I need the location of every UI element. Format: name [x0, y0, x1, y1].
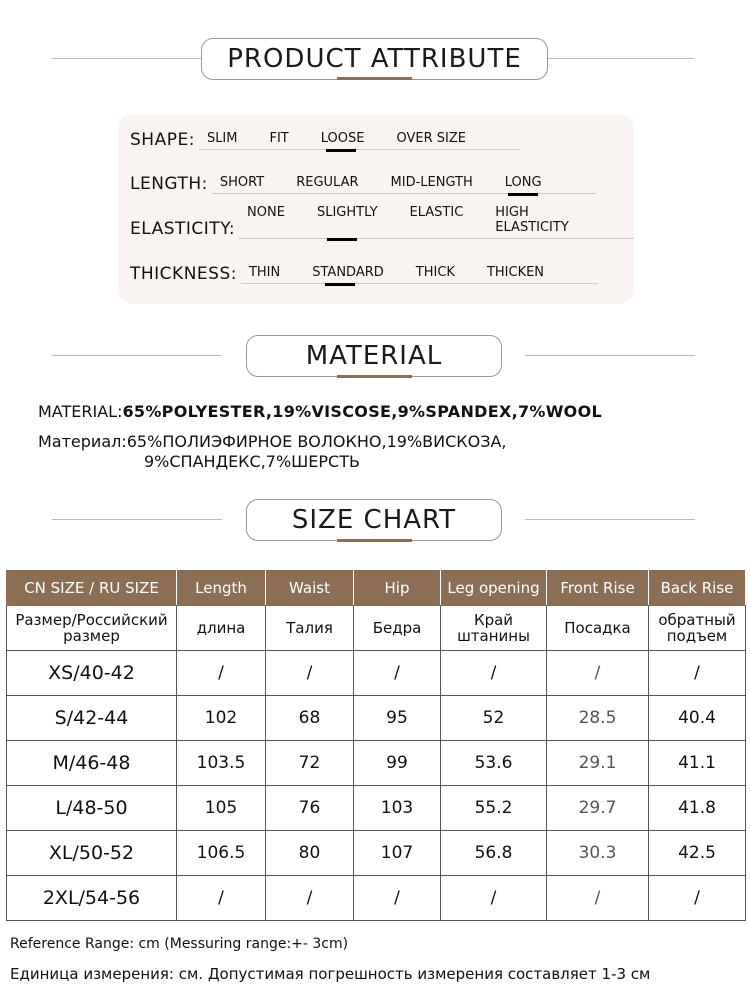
table-cell: / [441, 651, 547, 696]
ru-column-header: Талия [266, 606, 354, 651]
table-cell: 105 [177, 786, 266, 831]
column-header: Leg opening [441, 571, 547, 606]
footer-en: Reference Range: cm (Messuring range:+- 3cm) [10, 936, 349, 952]
material-value-ru-2: 9%СПАНДЕКС,7%ШЕРСТЬ [144, 452, 360, 471]
table-cell: 56.8 [441, 831, 547, 876]
table-cell: M/46-48 [7, 741, 177, 786]
table-cell: 41.1 [649, 741, 746, 786]
divider [52, 355, 222, 356]
table-cell: 106.5 [177, 831, 266, 876]
table-cell: / [547, 651, 649, 696]
table-cell: 28.5 [547, 696, 649, 741]
table-cell: 55.2 [441, 786, 547, 831]
divider [52, 519, 222, 520]
attribute-label: LENGTH: [130, 174, 208, 194]
table-cell: L/48-50 [7, 786, 177, 831]
table-cell: / [177, 876, 266, 921]
table-cell: / [354, 651, 441, 696]
attribute-option: REGULAR [296, 175, 359, 190]
table-cell: 29.1 [547, 741, 649, 786]
attribute-options [239, 205, 634, 239]
table-cell: 68 [266, 696, 354, 741]
ru-column-header: длина [177, 606, 266, 651]
attribute-row [130, 120, 520, 150]
footer-ru: Единица измерения: см. Допустимая погрешность измерения составляет 1-3 см [10, 965, 651, 983]
divider [548, 58, 694, 59]
attribute-option: SHORT [219, 175, 265, 190]
attribute-row [130, 254, 598, 284]
attribute-option: SLIM [206, 131, 238, 146]
ru-column-header: Посадка [547, 606, 649, 651]
table-cell: 42.5 [649, 831, 746, 876]
table-cell: 40.4 [649, 696, 746, 741]
attribute-option: THIN [248, 265, 281, 280]
attribute-label: SHAPE: [130, 130, 195, 150]
table-cell: 107 [354, 831, 441, 876]
attribute-option: THICK [415, 265, 455, 280]
attribute-option: FIT [269, 131, 289, 146]
attribute-row [130, 205, 634, 239]
attribute-option: ELASTIC [409, 205, 464, 220]
table-row [7, 741, 746, 786]
table-cell: S/42-44 [7, 696, 177, 741]
attribute-option: STANDARD [304, 265, 384, 280]
column-header: CN SIZE / RU SIZE [7, 571, 177, 606]
attribute-options [241, 265, 598, 284]
ru-column-header: обратный подъем [649, 606, 746, 651]
material-value: 65%POLYESTER,19%VISCOSE,9%SPANDEX,7%WOOL [122, 402, 602, 421]
material-en [38, 402, 602, 422]
table-row [7, 831, 746, 876]
material-label: MATERIAL: [38, 402, 123, 421]
table-cell: 41.8 [649, 786, 746, 831]
table-cell: / [266, 651, 354, 696]
attribute-option: MID-LENGTH [390, 175, 473, 190]
divider [525, 355, 695, 356]
attribute-option: SLIGHTLY [309, 205, 378, 235]
table-cell: / [547, 876, 649, 921]
attribute-option: OVER SIZE [396, 131, 466, 146]
title-accent [337, 77, 412, 80]
column-header: Waist [266, 571, 354, 606]
section-title-attribute: PRODUCT ATTRIBUTE [201, 38, 548, 80]
ru-column-header: Размер/Российский размер [7, 606, 177, 651]
section-title-size-chart: SIZE CHART [246, 499, 502, 541]
table-cell: 95 [354, 696, 441, 741]
divider [525, 519, 695, 520]
attribute-label: ELASTICITY: [130, 219, 236, 239]
column-header: Length [177, 571, 266, 606]
attribute-label: THICKNESS: [130, 264, 237, 284]
attribute-option: LONG [497, 175, 542, 190]
column-header: Front Rise [547, 571, 649, 606]
attribute-options [199, 131, 520, 150]
attribute-option: LOOSE [313, 131, 365, 146]
attribute-row [130, 164, 596, 194]
table-cell: / [649, 651, 746, 696]
title-accent [337, 539, 412, 542]
table-cell: / [266, 876, 354, 921]
table-cell: 102 [177, 696, 266, 741]
divider [52, 58, 202, 59]
attribute-options [212, 175, 596, 194]
table-row [7, 696, 746, 741]
attribute-option: THICKEN [486, 265, 545, 280]
table-cell: 103.5 [177, 741, 266, 786]
attribute-panel [118, 114, 634, 304]
attribute-option: HIGH ELASTICITY [495, 205, 569, 235]
title-accent [337, 375, 412, 378]
table-cell: 76 [266, 786, 354, 831]
table-row [7, 786, 746, 831]
column-header: Hip [354, 571, 441, 606]
table-cell: XS/40-42 [7, 651, 177, 696]
table-cell: / [177, 651, 266, 696]
table-cell: 99 [354, 741, 441, 786]
material-ru [38, 432, 507, 452]
table-cell: / [649, 876, 746, 921]
column-header: Back Rise [649, 571, 746, 606]
material-label-ru: Материал: [38, 432, 127, 451]
table-cell: 80 [266, 831, 354, 876]
size-chart-table [6, 570, 746, 921]
table-cell: 72 [266, 741, 354, 786]
table-row [7, 651, 746, 696]
table-cell: XL/50-52 [7, 831, 177, 876]
material-value-ru: 65%ПОЛИЭФИРНОЕ ВОЛОКНО,19%ВИСКОЗА, [126, 432, 507, 451]
ru-column-header: Край штанины [441, 606, 547, 651]
table-cell: 103 [354, 786, 441, 831]
ru-column-header: Бедра [354, 606, 441, 651]
section-title-material: MATERIAL [246, 335, 502, 377]
attribute-option: NONE [247, 205, 285, 220]
table-cell: 52 [441, 696, 547, 741]
table-cell: 29.7 [547, 786, 649, 831]
table-cell: 2XL/54-56 [7, 876, 177, 921]
table-cell: 30.3 [547, 831, 649, 876]
table-cell: / [354, 876, 441, 921]
table-row-ru-headers [7, 606, 746, 651]
table-cell: 53.6 [441, 741, 547, 786]
table-row [7, 876, 746, 921]
table-cell: / [441, 876, 547, 921]
